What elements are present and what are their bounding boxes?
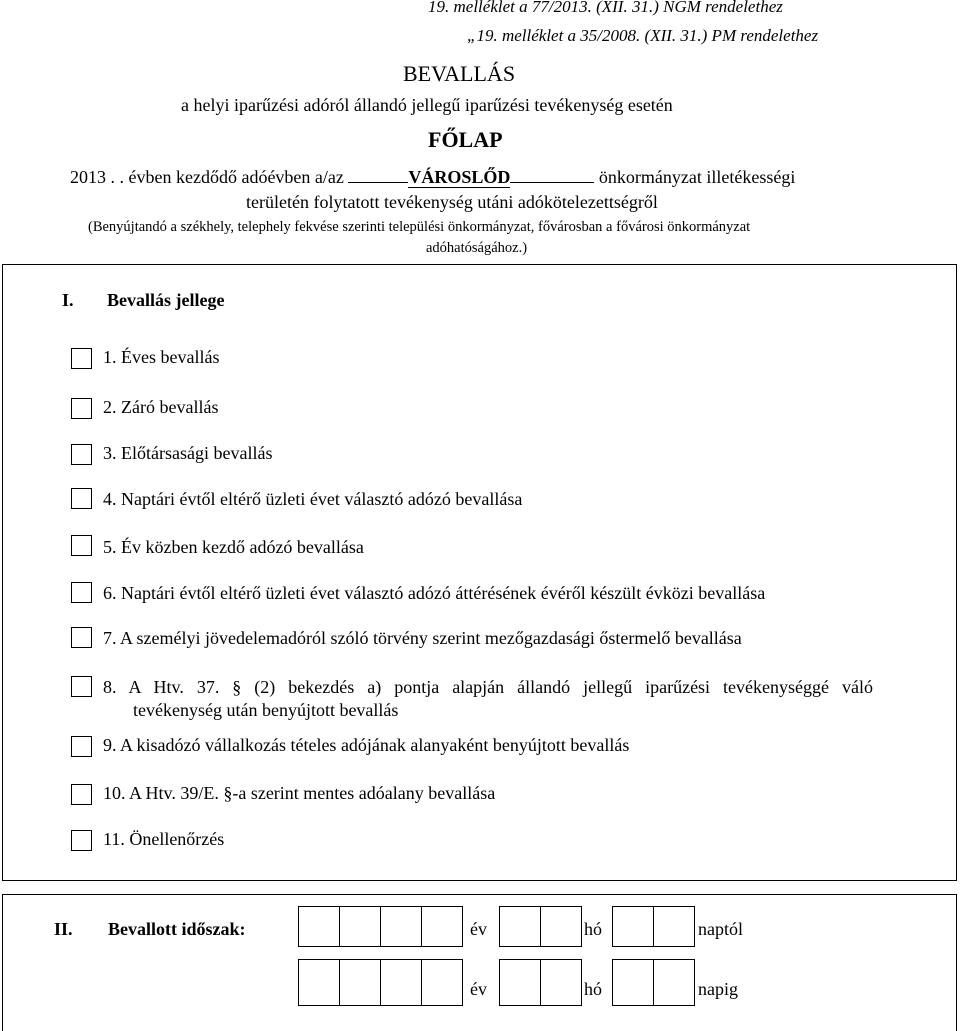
checkbox-option-9[interactable] [71,736,92,757]
from-year-digit-2[interactable] [339,906,381,947]
page-label: FŐLAP [428,127,503,152]
section2-title: Bevallott időszak: [108,919,246,939]
checkbox-option-7[interactable] [71,627,92,648]
checkbox-option-5[interactable] [71,535,92,556]
from-month-digit-1[interactable] [499,906,541,947]
ref-line-ngm: 19. melléklet a 77/2013. (XII. 31.) NGM rendelethez [428,0,783,16]
option-label-8-cont: tevékenység után benyújtott bevallás [133,700,399,720]
section1-title: Bevallás jellege [107,290,225,310]
option-label-8: 8. A Htv. 37. § (2) bekezdés a) pontja alapján állandó jellegű iparűzési tevékenységgé váló [103,677,873,697]
year-line [70,167,795,188]
to-year-digit-2[interactable] [339,959,381,1006]
option-label-3: 3. Előtársasági bevallás [103,443,273,463]
from-year-digit-1[interactable] [298,906,340,947]
section2-number: II. [54,919,73,939]
to-month-label: hó [584,979,602,999]
form-title: BEVALLÁS [403,61,516,86]
from-year-digit-4[interactable] [421,906,463,947]
from-day-label: naptól [698,919,743,939]
from-year-label: év [470,919,487,939]
option-label-2: 2. Záró bevallás [103,397,219,417]
submission-note-2: adóhatóságához.) [426,240,528,256]
to-month-digit-2[interactable] [540,959,582,1006]
to-day-digit-2[interactable] [653,959,695,1006]
year-prefix: 2013 . . évben kezdődő adóévben a/az [70,167,344,187]
header-line2: területén folytatott tevékenység utáni adókötelezettségről [246,192,658,212]
checkbox-option-3[interactable] [71,444,92,465]
checkbox-option-6[interactable] [71,582,92,603]
municipality-underline-left [348,168,408,183]
from-day-digit-2[interactable] [653,906,695,947]
option-label-5: 5. Év közben kezdő adózó bevallása [103,537,364,557]
checkbox-option-2[interactable] [71,398,92,419]
to-year-digit-3[interactable] [380,959,422,1006]
ref-line-pm: „19. melléklet a 35/2008. (XII. 31.) PM rendelethez [467,26,819,45]
checkbox-option-4[interactable] [71,488,92,509]
option-label-9: 9. A kisadózó vállalkozás tételes adójának alanyaként benyújtott bevallás [103,735,630,755]
from-year-digit-3[interactable] [380,906,422,947]
option-label-1: 1. Éves bevallás [103,347,220,367]
submission-note: (Benyújtandó a székhely, telephely fekvése szerinti települési önkormányzat, fővárosban a fővárosi önkormányzat [88,219,751,235]
option-label-4: 4. Naptári évtől eltérő üzleti évet választó adózó bevallása [103,489,523,509]
option-label-6: 6. Naptári évtől eltérő üzleti évet választó adózó áttérésének évéről készült évközi bevallása [103,583,766,603]
section1-number: I. [62,290,74,310]
to-day-digit-1[interactable] [612,959,654,1006]
option-label-7: 7. A személyi jövedelemadóról szóló törvény szerint mezőgazdasági őstermelő bevallása [103,628,742,648]
from-day-digit-1[interactable] [612,906,654,947]
option-label-11: 11. Önellenőrzés [103,829,225,849]
form-subtitle: a helyi iparűzési adóról állandó jellegű iparűzési tevékenység esetén [181,95,673,115]
municipality-name: VÁROSLŐD [408,167,511,187]
year-suffix: önkormányzat illetékességi [598,167,796,187]
to-year-digit-1[interactable] [298,959,340,1006]
from-month-digit-2[interactable] [540,906,582,947]
municipality-underline-right [510,168,594,183]
checkbox-option-1[interactable] [71,348,92,369]
option-label-10: 10. A Htv. 39/E. §-a szerint mentes adóalany bevallása [103,783,496,803]
to-year-label: év [470,979,487,999]
to-day-label: napig [698,979,738,999]
from-month-label: hó [584,919,602,939]
checkbox-option-10[interactable] [71,784,92,805]
checkbox-option-11[interactable] [71,830,92,851]
checkbox-option-8[interactable] [71,676,92,697]
section-bevallott-idoszak [2,894,957,1031]
to-month-digit-1[interactable] [499,959,541,1006]
to-year-digit-4[interactable] [421,959,463,1006]
